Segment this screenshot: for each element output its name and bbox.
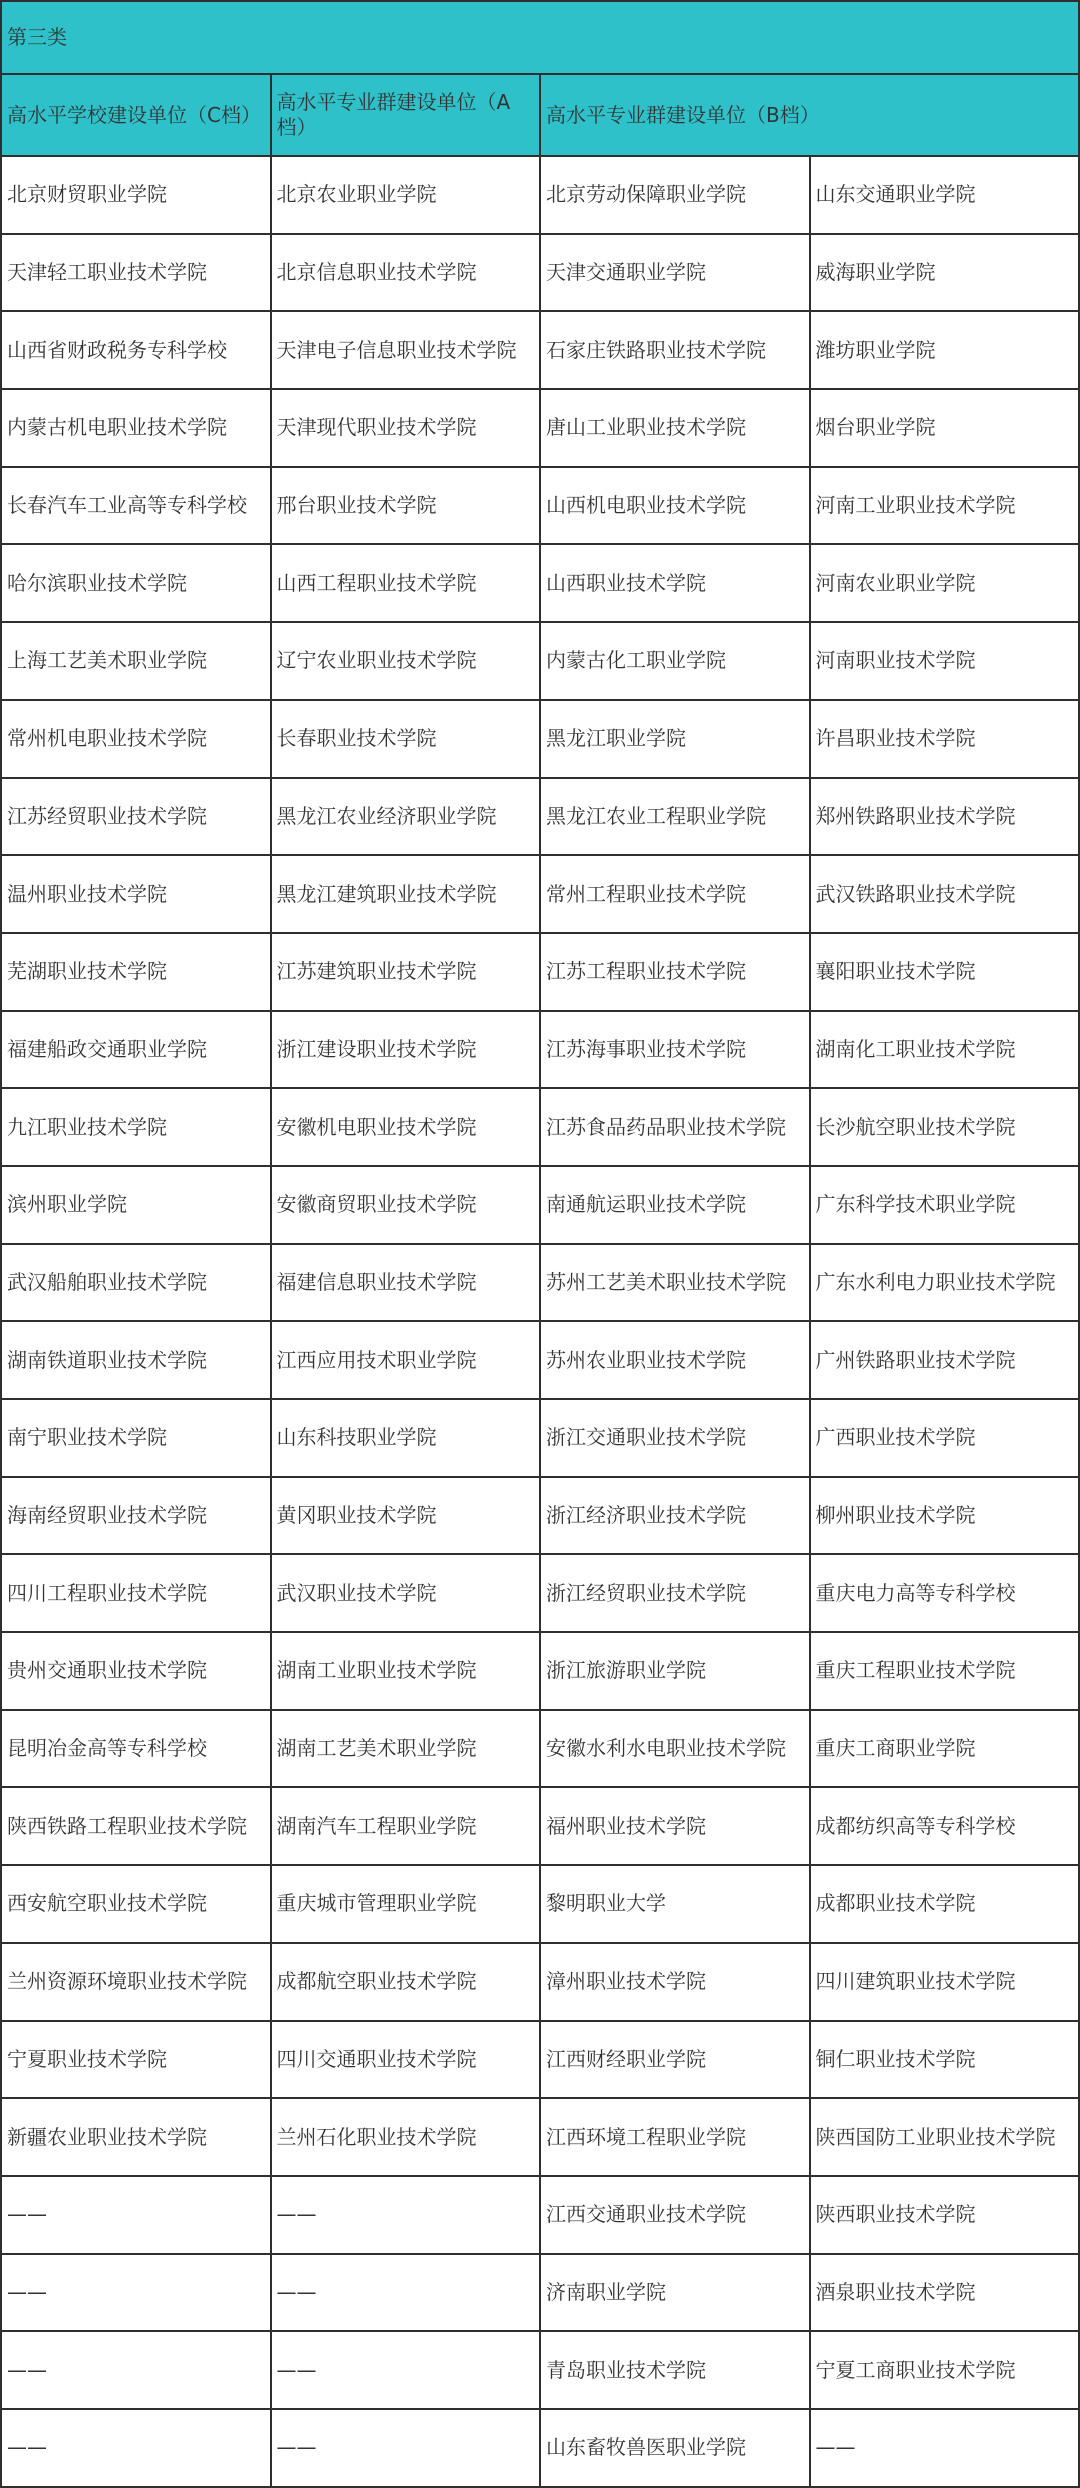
table-cell: 广西职业技术学院 [810, 1399, 1080, 1477]
table-row [1, 2254, 1079, 2332]
table-cell: 河南农业职业学院 [810, 544, 1080, 622]
table-cell: 常州工程职业技术学院 [540, 855, 810, 933]
table-cell: 铜仁职业技术学院 [810, 2021, 1080, 2099]
table-cell: 河南职业技术学院 [810, 622, 1080, 700]
table-cell: 南宁职业技术学院 [1, 1399, 271, 1477]
table-cell: 山东畜牧兽医职业学院 [540, 2409, 810, 2487]
table-cell: 广东水利电力职业技术学院 [810, 1244, 1080, 1322]
table-cell: —— [810, 2409, 1080, 2487]
table-row [1, 855, 1079, 933]
table-row [1, 1244, 1079, 1322]
table-cell: 安徽机电职业技术学院 [271, 1088, 541, 1166]
table-row [1, 622, 1079, 700]
table-cell: 天津轻工职业技术学院 [1, 234, 271, 312]
table-cell: 山西省财政税务专科学校 [1, 311, 271, 389]
table-cell: 重庆城市管理职业学院 [271, 1865, 541, 1943]
table-row [1, 389, 1079, 467]
table-row [1, 933, 1079, 1011]
table-cell: 浙江经济职业技术学院 [540, 1477, 810, 1555]
table-cell: 武汉船舶职业技术学院 [1, 1244, 271, 1322]
table-row [1, 778, 1079, 856]
table-cell: 上海工艺美术职业学院 [1, 622, 271, 700]
table-row [1, 1088, 1079, 1166]
table-cell: 江西财经职业学院 [540, 2021, 810, 2099]
table-cell: —— [1, 2331, 271, 2409]
table-cell: 江西交通职业技术学院 [540, 2176, 810, 2254]
table-cell: 陕西铁路工程职业技术学院 [1, 1787, 271, 1865]
table-cell: 四川工程职业技术学院 [1, 1554, 271, 1632]
column-header-c: 高水平学校建设单位（C档） [1, 74, 271, 156]
table-row [1, 1943, 1079, 2021]
table-cell: 黎明职业大学 [540, 1865, 810, 1943]
table-cell: —— [271, 2409, 541, 2487]
table-cell: 广东科学技术职业学院 [810, 1166, 1080, 1244]
table-cell: 北京信息职业技术学院 [271, 234, 541, 312]
table-cell: 山西职业技术学院 [540, 544, 810, 622]
table-row [1, 1321, 1079, 1399]
table-row [1, 1399, 1079, 1477]
table-cell: 湖南汽车工程职业学院 [271, 1787, 541, 1865]
table-cell: 北京农业职业学院 [271, 156, 541, 234]
table-cell: 江苏食品药品职业技术学院 [540, 1088, 810, 1166]
table-row [1, 156, 1079, 234]
table-row [1, 2021, 1079, 2099]
table-cell: 西安航空职业技术学院 [1, 1865, 271, 1943]
table-cell: 福建船政交通职业学院 [1, 1011, 271, 1089]
table-cell: 柳州职业技术学院 [810, 1477, 1080, 1555]
table-cell: 哈尔滨职业技术学院 [1, 544, 271, 622]
table-cell: 邢台职业技术学院 [271, 467, 541, 545]
table-body [1, 156, 1079, 2487]
table-cell: 唐山工业职业技术学院 [540, 389, 810, 467]
table-row [1, 1632, 1079, 1710]
column-header-b: 高水平专业群建设单位（B档） [540, 74, 1079, 156]
table-cell: 重庆电力高等专科学校 [810, 1554, 1080, 1632]
table-cell: 潍坊职业学院 [810, 311, 1080, 389]
table-cell: 武汉职业技术学院 [271, 1554, 541, 1632]
table-cell: 广州铁路职业技术学院 [810, 1321, 1080, 1399]
table-cell: 湖南工艺美术职业学院 [271, 1710, 541, 1788]
table-cell: 贵州交通职业技术学院 [1, 1632, 271, 1710]
table-cell: 陕西职业技术学院 [810, 2176, 1080, 2254]
table-cell: 重庆工程职业技术学院 [810, 1632, 1080, 1710]
table-cell: 黑龙江职业学院 [540, 700, 810, 778]
table-cell: 江西环境工程职业学院 [540, 2098, 810, 2176]
table-row [1, 1865, 1079, 1943]
table-cell: 内蒙古化工职业学院 [540, 622, 810, 700]
table-cell: —— [271, 2176, 541, 2254]
table-cell: 宁夏职业技术学院 [1, 2021, 271, 2099]
table-cell: 江苏工程职业技术学院 [540, 933, 810, 1011]
table-cell: —— [1, 2176, 271, 2254]
table-cell: 滨州职业学院 [1, 1166, 271, 1244]
table-cell: 天津电子信息职业技术学院 [271, 311, 541, 389]
table-cell: 江西应用技术职业学院 [271, 1321, 541, 1399]
table-cell: 新疆农业职业技术学院 [1, 2098, 271, 2176]
table-cell: 长春汽车工业高等专科学校 [1, 467, 271, 545]
table-row [1, 311, 1079, 389]
table-cell: —— [1, 2254, 271, 2332]
table-cell: 山西机电职业技术学院 [540, 467, 810, 545]
table-cell: 黄冈职业技术学院 [271, 1477, 541, 1555]
table-cell: 四川交通职业技术学院 [271, 2021, 541, 2099]
table-cell: 浙江交通职业技术学院 [540, 1399, 810, 1477]
table-cell: 苏州农业职业技术学院 [540, 1321, 810, 1399]
table-row [1, 544, 1079, 622]
table-row [1, 1166, 1079, 1244]
table-row [1, 2098, 1079, 2176]
table-cell: 兰州石化职业技术学院 [271, 2098, 541, 2176]
table-row [1, 1554, 1079, 1632]
table-row [1, 700, 1079, 778]
table-cell: 安徽商贸职业技术学院 [271, 1166, 541, 1244]
table-cell: 郑州铁路职业技术学院 [810, 778, 1080, 856]
table-row [1, 1710, 1079, 1788]
table-cell: —— [271, 2254, 541, 2332]
table-cell: 酒泉职业技术学院 [810, 2254, 1080, 2332]
table-cell: 湖南铁道职业技术学院 [1, 1321, 271, 1399]
table-cell: 兰州资源环境职业技术学院 [1, 1943, 271, 2021]
table-title: 第三类 [1, 1, 1079, 74]
table-cell: —— [271, 2331, 541, 2409]
table-cell: 黑龙江农业经济职业学院 [271, 778, 541, 856]
table-row [1, 2409, 1079, 2487]
table-cell: 湖南工业职业技术学院 [271, 1632, 541, 1710]
table-cell: 苏州工艺美术职业技术学院 [540, 1244, 810, 1322]
table-row [1, 2176, 1079, 2254]
table-cell: —— [1, 2409, 271, 2487]
table-cell: 昆明冶金高等专科学校 [1, 1710, 271, 1788]
table-row [1, 1787, 1079, 1865]
table-cell: 海南经贸职业技术学院 [1, 1477, 271, 1555]
table-cell: 山东科技职业学院 [271, 1399, 541, 1477]
table-cell: 浙江建设职业技术学院 [271, 1011, 541, 1089]
table-cell: 石家庄铁路职业技术学院 [540, 311, 810, 389]
table-cell: 江苏建筑职业技术学院 [271, 933, 541, 1011]
table-cell: 长春职业技术学院 [271, 700, 541, 778]
table-cell: 北京劳动保障职业学院 [540, 156, 810, 234]
table-cell: 浙江经贸职业技术学院 [540, 1554, 810, 1632]
table-cell: 福州职业技术学院 [540, 1787, 810, 1865]
table-cell: 黑龙江农业工程职业学院 [540, 778, 810, 856]
table-cell: 武汉铁路职业技术学院 [810, 855, 1080, 933]
table-cell: 山东交通职业学院 [810, 156, 1080, 234]
column-header-a: 高水平专业群建设单位（A档） [271, 74, 541, 156]
table-cell: 福建信息职业技术学院 [271, 1244, 541, 1322]
table-cell: 重庆工商职业学院 [810, 1710, 1080, 1788]
table-cell: 长沙航空职业技术学院 [810, 1088, 1080, 1166]
table-cell: 天津交通职业学院 [540, 234, 810, 312]
table-row [1, 234, 1079, 312]
table-cell: 常州机电职业技术学院 [1, 700, 271, 778]
table-cell: 四川建筑职业技术学院 [810, 1943, 1080, 2021]
table-cell: 内蒙古机电职业技术学院 [1, 389, 271, 467]
table-cell: 天津现代职业技术学院 [271, 389, 541, 467]
table-cell: 漳州职业技术学院 [540, 1943, 810, 2021]
table-cell: 山西工程职业技术学院 [271, 544, 541, 622]
table-cell: 芜湖职业技术学院 [1, 933, 271, 1011]
table-cell: 威海职业学院 [810, 234, 1080, 312]
table-cell: 许昌职业技术学院 [810, 700, 1080, 778]
table-row [1, 467, 1079, 545]
table-cell: 江苏海事职业技术学院 [540, 1011, 810, 1089]
table-cell: 北京财贸职业学院 [1, 156, 271, 234]
table-cell: 陕西国防工业职业技术学院 [810, 2098, 1080, 2176]
table-cell: 成都职业技术学院 [810, 1865, 1080, 1943]
table-cell: 襄阳职业技术学院 [810, 933, 1080, 1011]
table-cell: 成都航空职业技术学院 [271, 1943, 541, 2021]
table-cell: 温州职业技术学院 [1, 855, 271, 933]
table-cell: 烟台职业学院 [810, 389, 1080, 467]
table-cell: 河南工业职业技术学院 [810, 467, 1080, 545]
table-row [1, 1011, 1079, 1089]
table-cell: 成都纺织高等专科学校 [810, 1787, 1080, 1865]
table-cell: 济南职业学院 [540, 2254, 810, 2332]
table-cell: 浙江旅游职业学院 [540, 1632, 810, 1710]
table-cell: 九江职业技术学院 [1, 1088, 271, 1166]
table-cell: 湖南化工职业技术学院 [810, 1011, 1080, 1089]
table-cell: 青岛职业技术学院 [540, 2331, 810, 2409]
table-cell: 江苏经贸职业技术学院 [1, 778, 271, 856]
table-cell: 黑龙江建筑职业技术学院 [271, 855, 541, 933]
table-row [1, 2331, 1079, 2409]
table-cell: 宁夏工商职业技术学院 [810, 2331, 1080, 2409]
table-cell: 辽宁农业职业技术学院 [271, 622, 541, 700]
table-cell: 南通航运职业技术学院 [540, 1166, 810, 1244]
table-cell: 安徽水利水电职业技术学院 [540, 1710, 810, 1788]
table-row [1, 1477, 1079, 1555]
